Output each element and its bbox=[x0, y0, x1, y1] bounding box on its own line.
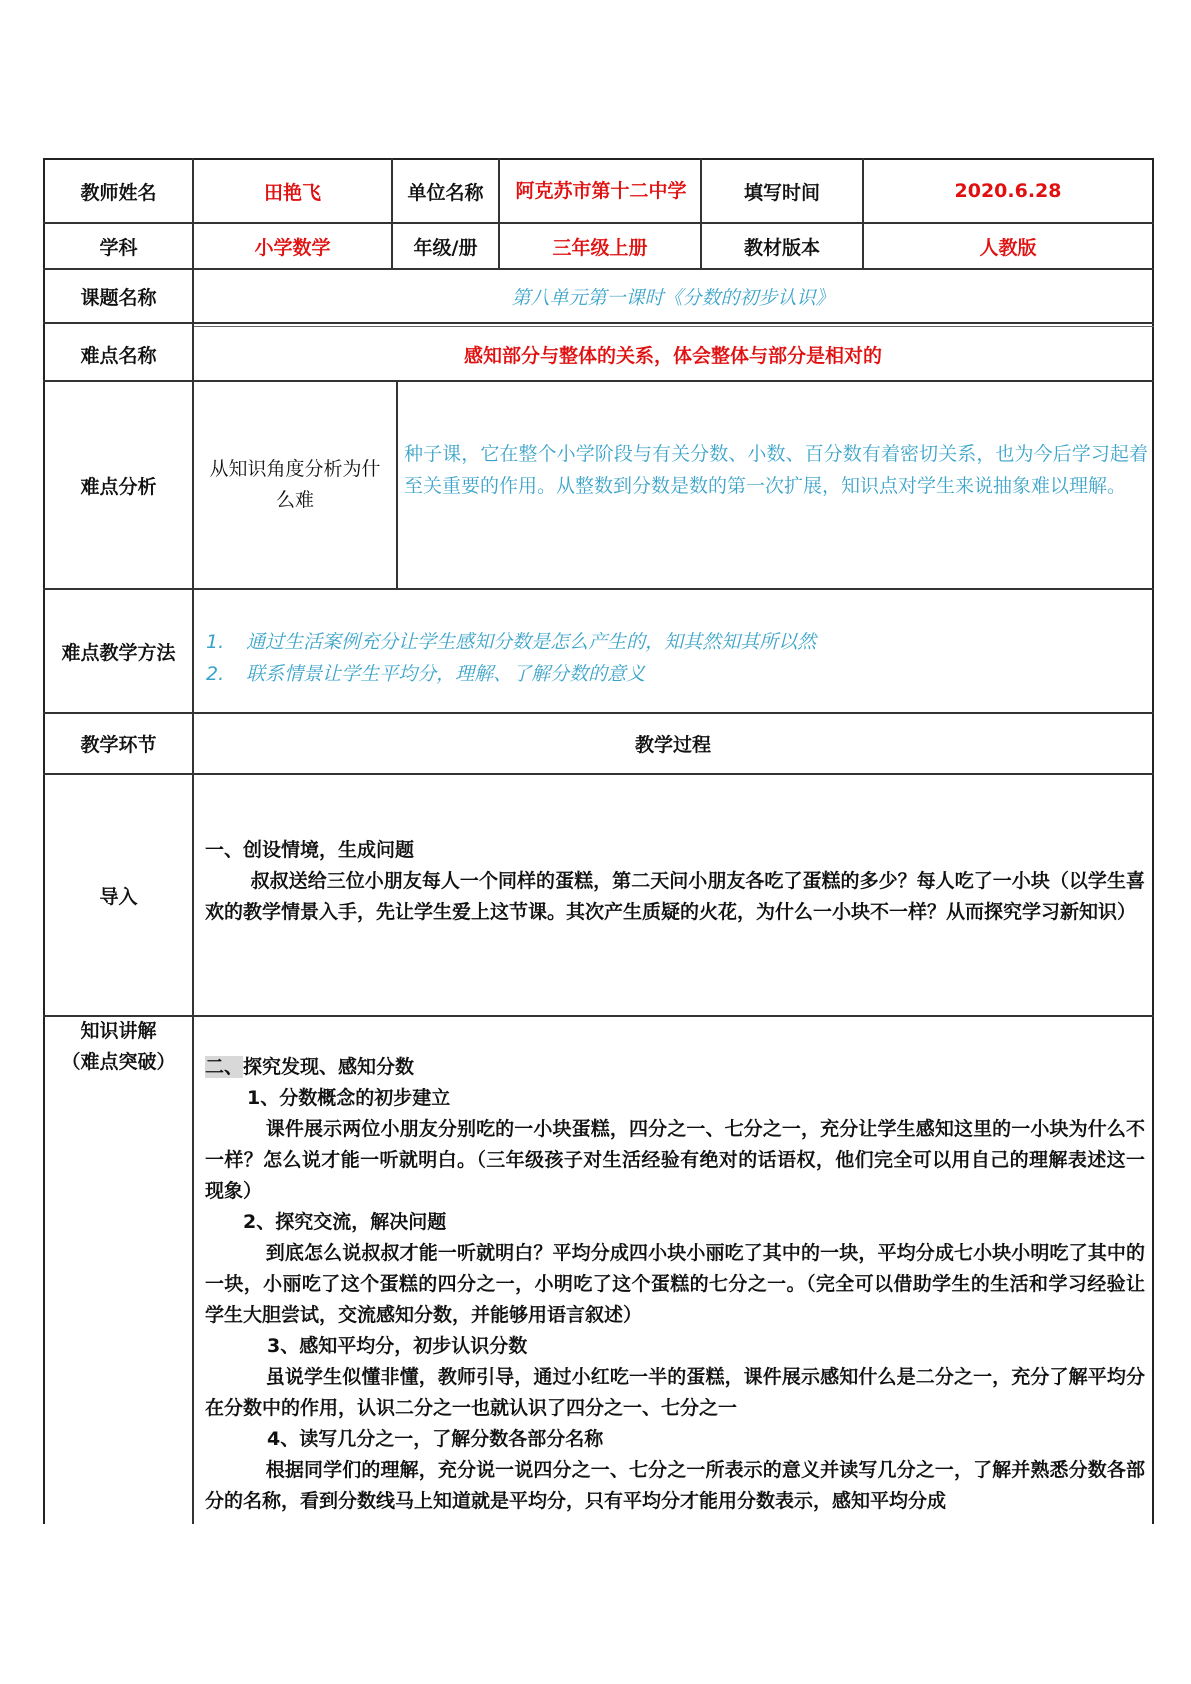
intro-heading: 一、创设情境，生成问题 bbox=[205, 839, 415, 861]
grade-value: 三年级上册 bbox=[552, 236, 648, 259]
edition-value: 人教版 bbox=[979, 236, 1037, 259]
teacher-name-value: 田艳飞 bbox=[263, 181, 321, 204]
subject-label: 学科 bbox=[99, 236, 138, 259]
difficulty-value: 感知部分与整体的关系，体会整体与部分是相对的 bbox=[463, 344, 882, 367]
methods-list bbox=[206, 590, 1146, 712]
analysis-label: 难点分析 bbox=[80, 475, 157, 498]
unit-name-value: 阿克苏市第十二中学 bbox=[515, 179, 687, 202]
column-divider bbox=[396, 380, 398, 589]
process-step-label: 教学环节 bbox=[80, 734, 157, 756]
row-divider bbox=[43, 1015, 1154, 1017]
section-4-title: 4、读写几分之一，了解分数各部分名称 bbox=[267, 1428, 604, 1450]
topic-value: 第八单元第一课时《分数的初步认识》 bbox=[511, 286, 835, 309]
knowledge-label-line2: （难点突破） bbox=[61, 1051, 176, 1073]
intro-text: 叔叔送给三位小朋友每人一个同样的蛋糕，第二天问小朋友各吃了蛋糕的多少？每人吃了一小块（以学生喜欢的教学情景入手，先让学生爱上这节课。其次产生质疑的火花，为什么一小块不一样？从而探究学习新知识） bbox=[205, 870, 1145, 923]
section-1-text: 课件展示两位小朋友分别吃的一小块蛋糕，四分之一、七分之一，充分让学生感知这里的一小块为什么不一样？怎么说才能一听就明白。（三年级孩子对生活经验有绝对的话语权，他们完全可以用自己的理解表述这一现象） bbox=[205, 1118, 1145, 1202]
section-3-title: 3、感知平均分，初步认识分数 bbox=[267, 1335, 528, 1357]
difficulty-label: 难点名称 bbox=[80, 344, 157, 367]
section-2-text: 到底怎么说叔叔才能一听就明白？平均分成四小块小丽吃了其中的一块，平均分成七小块小明吃了其中的一块，小丽吃了这个蛋糕的四分之一，小明吃了这个蛋糕的七分之一。（完全可以借助学生的生活和学习经验让学生大胆尝试，交流感知分数，并能够用语言叙述） bbox=[205, 1242, 1145, 1326]
knowledge-content bbox=[205, 1052, 1145, 1517]
method-item: 1. 通过生活案例充分让学生感知分数是怎么产生的，知其然知其所以然 bbox=[206, 631, 817, 653]
knowledge-heading: 二、探究发现、感知分数 bbox=[205, 1056, 415, 1078]
process-header-value: 教学过程 bbox=[634, 734, 711, 756]
subject-value: 小学数学 bbox=[254, 236, 331, 259]
grade-label: 年级/册 bbox=[413, 236, 478, 259]
fill-date-label: 填写时间 bbox=[743, 181, 820, 204]
section-3-text: 虽说学生似懂非懂，教师引导，通过小红吃一半的蛋糕，课件展示感知什么是二分之一，充分了解平均分在分数中的作用，认识二分之一也就认识了四分之一、七分之一 bbox=[205, 1366, 1145, 1419]
row-divider bbox=[193, 326, 1154, 327]
analysis-text bbox=[404, 382, 1148, 588]
methods-label: 难点教学方法 bbox=[61, 641, 176, 664]
fill-date-value: 2020.6.28 bbox=[954, 180, 1062, 202]
knowledge-label bbox=[45, 1017, 192, 1077]
edition-label: 教材版本 bbox=[743, 236, 820, 259]
topic-label: 课题名称 bbox=[80, 286, 157, 309]
method-item: 2. 联系情景让学生平均分，理解、了解分数的意义 bbox=[206, 663, 646, 685]
unit-name-label: 单位名称 bbox=[407, 181, 484, 204]
analysis-sub-label: 从知识角度分析为什么难 bbox=[209, 458, 381, 511]
knowledge-label-line1: 知识讲解 bbox=[80, 1020, 157, 1042]
row-divider bbox=[43, 322, 1154, 324]
analysis-paragraph: 种子课，它在整个小学阶段与有关分数、小数、百分数有着密切关系，也为今后学习起着至关重要的作用。从整数到分数是数的第一次扩展，知识点对学生来说抽象难以理解。 bbox=[404, 443, 1148, 497]
teacher-name-label: 教师姓名 bbox=[80, 181, 157, 204]
methods-items bbox=[206, 626, 816, 690]
intro-label: 导入 bbox=[99, 885, 138, 908]
section-1-title: 1、分数概念的初步建立 bbox=[247, 1087, 451, 1109]
section-2-title: 2、探究交流，解决问题 bbox=[243, 1211, 447, 1233]
section-4-text: 根据同学们的理解，充分说一说四分之一、七分之一所表示的意义并读写几分之一，了解并熟悉分数各部分的名称，看到分数线马上知道就是平均分，只有平均分才能用分数表示，感知平均分成 bbox=[205, 1459, 1145, 1512]
intro-content bbox=[205, 775, 1145, 1015]
